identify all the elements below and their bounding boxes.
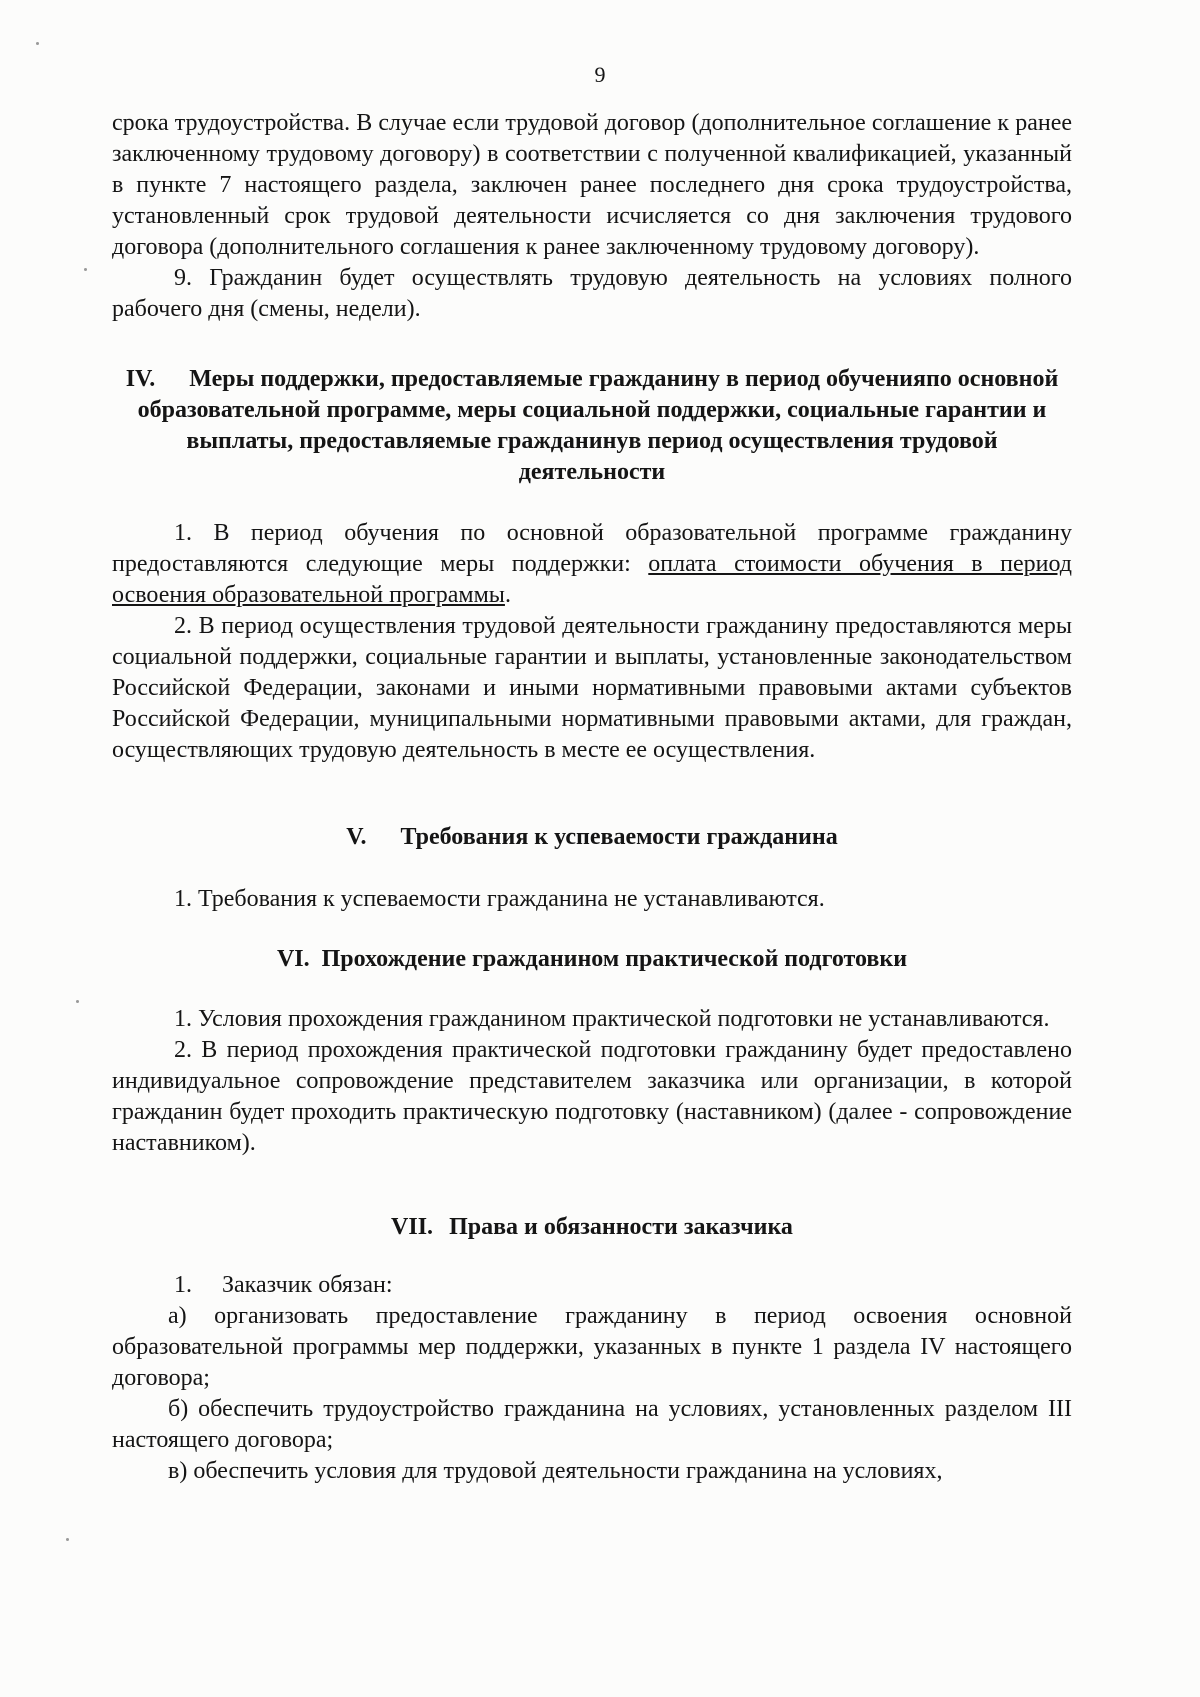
paragraph-item-1 (112, 884, 1072, 915)
paragraph-item-9 (112, 263, 1072, 325)
page-number: 9 (594, 62, 606, 87)
section-title: Прохождение гражданином практической подготовки (321, 946, 908, 972)
paragraph-item-2 (112, 1035, 1072, 1159)
scan-speck (66, 1538, 69, 1541)
section-heading (112, 944, 1072, 975)
paragraph-item-1 (112, 1270, 1072, 1301)
section-4-body (112, 518, 1072, 766)
scan-speck (76, 1000, 79, 1003)
item-text: Гражданин будет осуществлять трудовую деятельность на условиях полного рабочего дня (смены, недели). (112, 265, 1072, 322)
section-7 (112, 1212, 1072, 1243)
item-end: . (504, 582, 511, 608)
section-heading (112, 364, 1072, 488)
section-heading (112, 822, 1072, 853)
item-text: В период прохождения практической подготовки гражданину будет предоставлено индивидуальное сопровождение представителем заказчика или организации, в которой гражданин будет проходить практическую подготовку (наставником) (далее - сопровождение наставником). (112, 1037, 1072, 1156)
item-number: 1. (174, 1272, 192, 1298)
item-text: В период осуществления трудовой деятельности гражданину предоставляются меры социальной поддержки, социальные гарантии и выплаты, установленные законодательством Российской Федерации, законами и иными нормативными правовыми актами субъектов Российской Федерации, муниципальными нормативными правовыми актами, для граждан, осуществляющих трудовую деятельность в месте ее осуществления. (112, 613, 1072, 763)
section-6-body (112, 1004, 1072, 1159)
section-number: VII. (391, 1214, 434, 1240)
item-number: 1. (174, 886, 192, 912)
scan-speck (36, 42, 39, 45)
item-text: Требования к успеваемости гражданина не устанавливаются. (198, 886, 825, 912)
section-heading (112, 1212, 1072, 1243)
section-5-body (112, 884, 1072, 915)
scan-speck (84, 268, 87, 271)
section-number: IV. (125, 366, 156, 392)
item-text: Условия прохождения гражданином практической подготовки не устанавливаются. (198, 1006, 1050, 1032)
section-title: Требования к успеваемости гражданина (400, 824, 838, 850)
section-6 (112, 944, 1072, 975)
paragraph-item-1 (112, 1004, 1072, 1035)
paragraph-item-1 (112, 518, 1072, 611)
section-7-body (112, 1270, 1072, 1487)
section-number: V. (346, 824, 367, 850)
item-number: 1. (174, 1006, 192, 1032)
paragraph-sub-b: б) обеспечить трудоустройство гражданина на условиях, установленных разделом III настоящего договора; (112, 1396, 1072, 1453)
paragraph-item-2 (112, 611, 1072, 766)
item-text: Заказчик обязан: (222, 1272, 393, 1298)
item-number: 1. (174, 520, 192, 546)
item-number: 9. (174, 265, 192, 291)
paragraph-sub-a: а) организовать предоставление гражданину в период освоения основной образовательной программы мер поддержки, указанных в пункте 1 раздела IV настоящего договора; (112, 1303, 1072, 1391)
section-title: Меры поддержки, предоставляемые гражданину в период обученияпо основной образовательной программе, меры социальной поддержки, социальные гарантии и выплаты, предоставляемые гражданинув период осуществления трудовой деятельности (137, 366, 1059, 485)
section-4 (112, 364, 1072, 488)
paragraph-sub-c: в) обеспечить условия для трудовой деятельности гражданина на условиях, (168, 1458, 943, 1484)
section3-tail (112, 108, 1072, 325)
underlined-text: оплата стоимости обучения в период освоения образовательной программы (112, 551, 1072, 608)
item-text: В период обучения по основной образовательной программе гражданину предоставляются следующие меры поддержки: (112, 520, 1072, 577)
section-5 (112, 822, 1072, 853)
item-number: 2. (174, 1037, 192, 1063)
paragraph-continuation: срока трудоустройства. В случае если трудовой договор (дополнительное соглашение к ранее заключенному трудовому договору) в соответствии с полученной квалификацией, указанный в пункте 7 настоящего раздела, заключен ранее последнего дня срока трудоустройства, установленный срок трудовой деятельности исчисляется со дня заключения трудового договора (дополнительного соглашения к ранее заключенному трудовому договору). (112, 110, 1072, 260)
item-number: 2. (174, 613, 192, 639)
section-number: VI. (276, 946, 310, 972)
section-title: Права и обязанности заказчика (449, 1214, 793, 1240)
